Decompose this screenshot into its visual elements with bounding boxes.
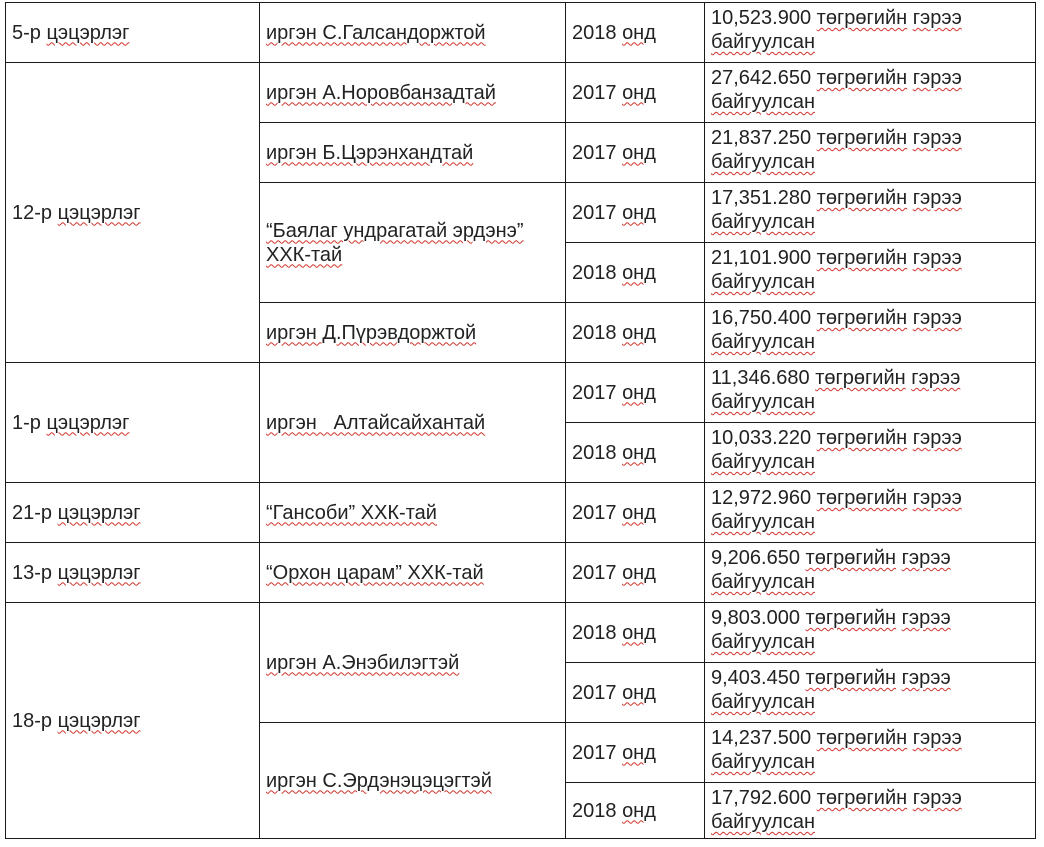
- amount-cell: 9,206.650 төгрөгийн гэрээ байгуулсан: [705, 543, 1036, 603]
- amount-cell: 14,237.500 төгрөгийн гэрээ байгуулсан: [705, 723, 1036, 783]
- amount-cell: 10,033.220 төгрөгийн гэрээ байгуулсан: [705, 423, 1036, 483]
- amount-cell: 16,750.400 төгрөгийн гэрээ байгуулсан: [705, 303, 1036, 363]
- amount-cell: 9,403.450 төгрөгийн гэрээ байгуулсан: [705, 663, 1036, 723]
- table-row: [6, 3, 1036, 63]
- party-cell: иргэн Д.Пүрэвдоржтой: [260, 303, 566, 363]
- party-cell: иргэн Б.Цэрэнхандтай: [260, 123, 566, 183]
- year-cell: 2017 онд: [566, 363, 705, 423]
- table-row: [6, 483, 1036, 543]
- party-cell: иргэн С.Эрдэнэцэцэгтэй: [260, 723, 566, 839]
- party-cell: иргэн С.Галсандоржтой: [260, 3, 566, 63]
- table-row: [6, 63, 1036, 123]
- year-cell: 2018 онд: [566, 603, 705, 663]
- party-cell: “Гансоби” ХХК-тай: [260, 483, 566, 543]
- year-cell: 2017 онд: [566, 543, 705, 603]
- year-cell: 2017 онд: [566, 183, 705, 243]
- year-cell: 2017 онд: [566, 723, 705, 783]
- year-cell: 2017 онд: [566, 663, 705, 723]
- amount-cell: 9,803.000 төгрөгийн гэрээ байгуулсан: [705, 603, 1036, 663]
- amount-cell: 12,972.960 төгрөгийн гэрээ байгуулсан: [705, 483, 1036, 543]
- amount-cell: 17,351.280 төгрөгийн гэрээ байгуулсан: [705, 183, 1036, 243]
- year-cell: 2017 онд: [566, 63, 705, 123]
- year-cell: 2017 онд: [566, 483, 705, 543]
- table-row: [6, 603, 1036, 663]
- kindergarten-cell: 5-р цэцэрлэг: [6, 3, 260, 63]
- year-cell: 2018 онд: [566, 3, 705, 63]
- year-cell: 2017 онд: [566, 123, 705, 183]
- amount-cell: 21,101.900 төгрөгийн гэрээ байгуулсан: [705, 243, 1036, 303]
- kindergarten-cell: 12-р цэцэрлэг: [6, 63, 260, 363]
- kindergarten-cell: 21-р цэцэрлэг: [6, 483, 260, 543]
- year-cell: 2018 онд: [566, 423, 705, 483]
- kindergarten-cell: 1-р цэцэрлэг: [6, 363, 260, 483]
- party-cell: иргэн Алтайсайхантай: [260, 363, 566, 483]
- amount-cell: 10,523.900 төгрөгийн гэрээ байгуулсан: [705, 3, 1036, 63]
- table-row: [6, 543, 1036, 603]
- contracts-table: [5, 2, 1036, 839]
- party-cell: “Баялаг ундрагатай эрдэнэ” ХХК-тай: [260, 183, 566, 303]
- amount-cell: 17,792.600 төгрөгийн гэрээ байгуулсан: [705, 783, 1036, 839]
- amount-cell: 11,346.680 төгрөгийн гэрээ байгуулсан: [705, 363, 1036, 423]
- kindergarten-cell: 13-р цэцэрлэг: [6, 543, 260, 603]
- kindergarten-cell: 18-р цэцэрлэг: [6, 603, 260, 839]
- year-cell: 2018 онд: [566, 783, 705, 839]
- party-cell: иргэн А.Энэбилэгтэй: [260, 603, 566, 723]
- year-cell: 2018 онд: [566, 303, 705, 363]
- year-cell: 2018 онд: [566, 243, 705, 303]
- table-row: [6, 363, 1036, 423]
- party-cell: “Орхон царам” ХХК-тай: [260, 543, 566, 603]
- amount-cell: 21,837.250 төгрөгийн гэрээ байгуулсан: [705, 123, 1036, 183]
- party-cell: иргэн А.Норовбанзадтай: [260, 63, 566, 123]
- amount-cell: 27,642.650 төгрөгийн гэрээ байгуулсан: [705, 63, 1036, 123]
